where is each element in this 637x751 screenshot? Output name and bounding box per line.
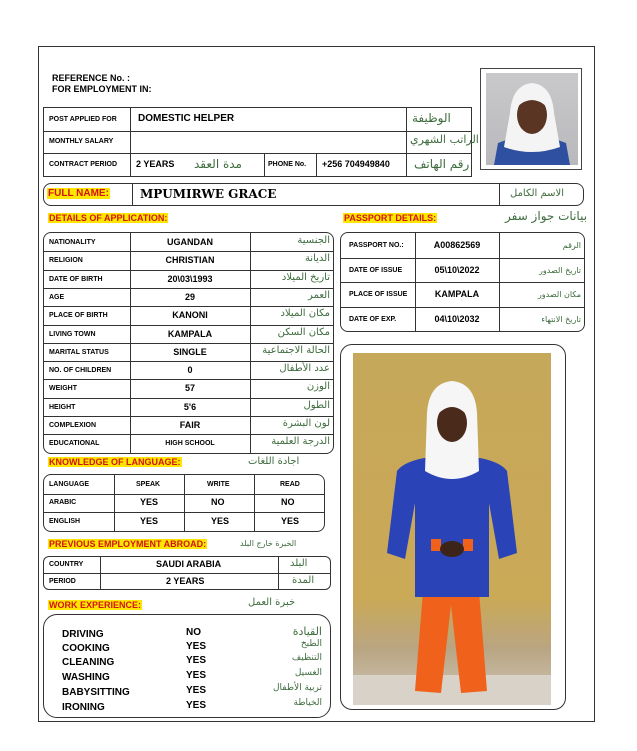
detail-value: 29 <box>184 291 195 302</box>
work-arabic: التنظيف <box>291 653 322 663</box>
previous-period-label: PERIOD <box>49 578 76 585</box>
work-label: DRIVING <box>62 629 104 640</box>
detail-value: KAMPALA <box>167 328 213 339</box>
lang-row-arabic: ARABIC <box>49 499 77 506</box>
work-arabic: تربية الأطفال <box>272 683 322 693</box>
full-name-value: MPUMIRWE GRACE <box>140 187 277 201</box>
passport-arabic: تاريخ الصدور <box>539 265 581 275</box>
lang-row-english: ENGLISH <box>49 518 81 525</box>
arabic-write: NO <box>211 497 225 507</box>
salary-label: MONTHLY SALARY <box>49 138 114 145</box>
work-arabic: الخياطة <box>293 698 322 708</box>
detail-value: FAIR <box>179 420 201 430</box>
previous-heading: PREVIOUS EMPLOYMENT ABROAD: <box>49 539 207 549</box>
passport-arabic: تاريخ الانتهاء <box>541 314 581 324</box>
phone-label: PHONE No. <box>268 161 307 168</box>
detail-value: KANONI <box>172 310 208 321</box>
post-label: POST APPLIED FOR <box>49 116 117 123</box>
detail-arabic: تاريخ الميلاد <box>281 271 330 283</box>
detail-value: 57 <box>184 383 195 394</box>
work-heading-arabic: خبرة العمل <box>248 597 296 608</box>
full-body-photo <box>340 344 566 710</box>
contract-label: CONTRACT PERIOD <box>49 161 118 168</box>
work-arabic: الطبخ <box>300 639 322 649</box>
passport-heading: PASSPORT DETAILS: <box>344 213 437 223</box>
lang-header-speak: SPEAK <box>136 481 161 488</box>
detail-arabic: الجنسية <box>297 235 330 246</box>
application-heading: DETAILS OF APPLICATION: <box>49 213 168 223</box>
passport-label: PASSPORT NO.: <box>349 242 404 249</box>
detail-label: EDUCATIONAL <box>49 440 100 448</box>
language-heading-arabic: اجادة اللغات <box>248 456 300 467</box>
detail-arabic: لون البشرة <box>282 418 330 429</box>
post-table <box>43 107 479 177</box>
detail-value: 5'6 <box>183 401 197 412</box>
passport-heading-arabic: بيانات جواز سفر <box>505 209 588 223</box>
detail-arabic: الدرجة العلمية <box>271 436 330 448</box>
detail-label: MARITAL STATUS <box>49 348 109 356</box>
detail-arabic: الوزن <box>306 381 330 393</box>
phone-arabic: رقم الهاتف <box>414 157 470 171</box>
full-name-arabic: الاسم الكامل <box>510 188 565 199</box>
detail-value: 20\03\1993 <box>167 273 213 284</box>
previous-period-arabic: المدة <box>292 575 315 586</box>
detail-arabic: العمر <box>308 289 330 301</box>
detail-arabic: الحالة الاجتماعية <box>262 344 330 356</box>
work-arabic: الغسيل <box>294 668 322 678</box>
work-label: WASHING <box>62 672 110 683</box>
detail-label: LIVING TOWN <box>49 330 96 338</box>
lang-header-write: WRITE <box>207 481 230 488</box>
post-value: DOMESTIC HELPER <box>138 113 235 124</box>
detail-arabic: عدد الأطفال <box>279 363 330 375</box>
employment-label: FOR EMPLOYMENT IN: <box>52 84 152 94</box>
detail-arabic: الديانة <box>304 253 330 265</box>
detail-label: NO. OF CHILDREN <box>49 367 112 375</box>
arabic-read: NO <box>281 497 295 507</box>
lang-header-language: LANGUAGE <box>49 481 90 488</box>
profile-photo <box>480 68 582 170</box>
salary-arabic: الراتب الشهري <box>410 133 479 146</box>
work-list <box>43 614 331 718</box>
lang-header-read: READ <box>280 481 300 488</box>
detail-label: WEIGHT <box>49 385 77 393</box>
work-heading: WORK EXPERIENCE: <box>49 600 142 610</box>
detail-label: NATIONALITY <box>49 239 96 246</box>
detail-label: DATE OF BIRTH <box>49 275 103 283</box>
full-name-row <box>43 183 584 206</box>
detail-value: UGANDAN <box>167 237 213 247</box>
detail-label: HEIGHT <box>49 403 76 411</box>
detail-label: AGE <box>49 293 65 301</box>
detail-arabic: الطول <box>303 399 330 411</box>
language-table <box>43 474 325 532</box>
detail-value: 0 <box>187 365 193 376</box>
passport-value: 04\10\2032 <box>434 313 480 324</box>
detail-label: RELIGION <box>49 257 83 265</box>
previous-country-value: SAUDI ARABIA <box>156 559 222 569</box>
work-label: CLEANING <box>62 657 115 668</box>
detail-value: CHRISTIAN <box>165 255 215 266</box>
passport-table <box>340 232 585 332</box>
detail-arabic: مكان الميلاد <box>280 308 330 320</box>
passport-value: 05\10\2022 <box>434 264 480 275</box>
previous-table <box>43 556 331 590</box>
work-value: YES <box>186 700 207 711</box>
phone-value: +256 704949840 <box>322 159 390 169</box>
detail-value: HIGH SCHOOL <box>165 440 215 448</box>
language-heading: KNOWLEDGE OF LANGUAGE: <box>49 457 181 467</box>
previous-country-arabic: البلد <box>290 558 308 569</box>
work-value: YES <box>186 685 207 696</box>
passport-value: A00862569 <box>433 240 481 250</box>
details-table <box>43 232 334 454</box>
english-write: YES <box>211 516 230 526</box>
passport-label: DATE OF ISSUE <box>349 266 403 274</box>
passport-label: PLACE OF ISSUE <box>349 291 408 298</box>
previous-country-label: COUNTRY <box>49 561 84 568</box>
work-arabic: القيادة <box>292 625 322 638</box>
passport-arabic: مكان الصدور <box>537 290 581 299</box>
english-read: YES <box>281 516 300 526</box>
passport-value: KAMPALA <box>434 289 480 299</box>
detail-arabic: مكان السكن <box>277 326 330 338</box>
detail-value: SINGLE <box>173 346 207 357</box>
reference-block <box>52 73 152 95</box>
detail-label: COMPLEXION <box>49 422 97 429</box>
previous-period-value: 2 YEARS <box>166 576 205 586</box>
passport-label: DATE OF EXP. <box>349 315 397 323</box>
full-name-label: FULL NAME: <box>48 188 109 199</box>
reference-label: REFERENCE No. : <box>52 73 131 83</box>
work-label: IRONING <box>62 702 105 713</box>
work-value: YES <box>186 641 207 652</box>
detail-label: PLACE OF BIRTH <box>49 312 108 320</box>
post-arabic: الوظيفة <box>412 111 451 125</box>
work-value: YES <box>186 670 207 681</box>
passport-arabic: الرقم <box>562 241 581 250</box>
previous-heading-arabic: الخبرة خارج البلد <box>240 539 297 548</box>
work-value: NO <box>186 627 201 638</box>
english-speak: YES <box>140 516 159 526</box>
work-label: COOKING <box>62 643 110 654</box>
work-value: YES <box>186 655 207 666</box>
work-label: BABYSITTING <box>62 687 130 698</box>
arabic-speak: YES <box>140 497 159 507</box>
contract-arabic: مدة العقد <box>194 157 242 171</box>
contract-value: 2 YEARS <box>136 159 175 169</box>
